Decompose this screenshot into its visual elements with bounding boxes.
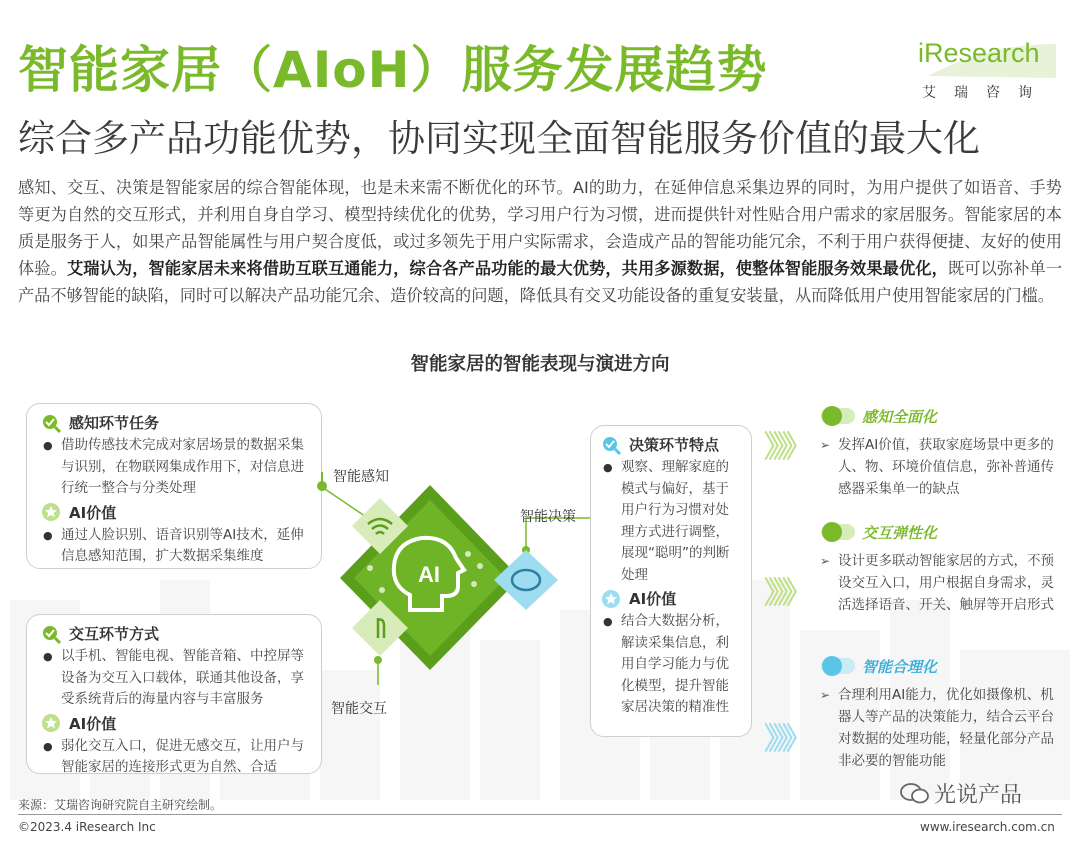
card-perception-head1-text: 感知环节任务: [69, 414, 160, 432]
footer-website[interactable]: www.iresearch.com.cn: [920, 820, 1055, 834]
magnifier-check-icon: [41, 624, 61, 644]
card-decision-text1: ● 观察、理解家庭的模式与偏好，基于用户行为习惯对处理方式进行调整，展现“聪明”的判断处理: [601, 457, 741, 586]
intro-bold: 艾瑞认为，智能家居未来将借助互联互通能力，综合各产品功能的最大优势，共用多源数据，使整体智能服务效果最优化，: [66, 259, 948, 278]
trend-3-title: 智能合理化: [862, 657, 938, 676]
card-perception-head2: [41, 502, 307, 523]
card-interaction-head1-text: 交互环节方式: [69, 625, 160, 643]
card-decision-head2: [601, 588, 741, 609]
brain-node: [494, 550, 558, 610]
intro-paragraph: [18, 174, 1062, 309]
source-note: 来源：艾瑞咨询研究院自主研究绘制。: [18, 798, 223, 812]
card-perception-text1: ● 借助传感技术完成对家居场景的数据采集与识别，在物联网集成作用下，对信息进行统一整合与分类处理: [41, 435, 307, 500]
card-interaction-text1: ● 以手机、智能电视、智能音箱、中控屏等设备为交互入口载体，联通其他设备，享受系统背后的海量内容与丰富服务: [41, 646, 307, 711]
page-title: 智能家居（AIoH）服务发展趋势: [18, 41, 768, 99]
intro-part2: 既可以弥补单一产品不够智能的缺陷，同时可以解决产品功能冗余、造价较高的问题，降低具有交叉功能设备的重复安装量，从而降低用户使用智能家居的门槛。: [18, 259, 1063, 305]
trend-1-title: 感知全面化: [862, 407, 938, 426]
watermark-text: 光说产品: [934, 783, 1023, 808]
footer-copyright: ©2023.4 iResearch Inc: [18, 820, 156, 834]
toggle-icon: [820, 404, 856, 428]
label-interaction: 智能交互: [331, 701, 387, 717]
trend-2-title: 交互弹性化: [862, 523, 938, 542]
trend-3-text: ➢ 合理利用AI能力，优化如摄像机、机器人等产品的决策能力，结合云平台对数据的处理功能，轻量化部分产品非必要的智能功能: [820, 684, 1060, 772]
magnifier-check-icon: [601, 435, 621, 455]
card-perception-head1: [41, 412, 307, 433]
star-badge-icon: [41, 502, 61, 522]
trend-3-head: [820, 654, 1060, 678]
trend-3: [820, 654, 1060, 772]
footer-divider: [18, 814, 1062, 815]
logo-brand: iResearch: [918, 38, 1040, 68]
card-decision: [590, 425, 752, 737]
card-decision-head2-text: AI价值: [629, 590, 677, 608]
star-badge-icon: [601, 589, 621, 609]
arrow-to-trend-1: 》》》: [764, 430, 806, 465]
card-interaction-head2: [41, 713, 307, 734]
ai-center-label: AI: [418, 562, 440, 587]
trend-1: [820, 404, 1060, 500]
toggle-icon: [820, 520, 856, 544]
logo-cn: 艾瑞咨询: [922, 85, 1050, 101]
label-decision: 智能决策: [520, 509, 576, 525]
iresearch-logo: [918, 38, 1058, 102]
connector-interaction-dot: [374, 656, 382, 664]
intro-part1: 感知、交互、决策是智能家居的综合智能体现，也是未来需不断优化的环节。AI的助力，在延伸信息采集边界的同时，为用户提供了如语音、手势等更为自然的交互形式，并利用自身自学习、模型持续优化的优势，学习用户行为习惯，进而提供针对性贴合用户需求的家居服务。智能家居的本质是服务于人，如果产品智能属性与用户契合度低，或过多领先于用户实际需求，会造成产品的智能功能冗余，不利于用户获得便捷、友好的使用体验。: [18, 178, 1062, 278]
trend-1-head: [820, 404, 1060, 428]
label-perception: 智能感知: [333, 469, 389, 485]
diagram-title: 智能家居的智能表现与演进方向: [410, 354, 670, 375]
card-decision-text2: ● 结合大数据分析，解读采集信息，利用自学习能力与优化模型，提升智能家居决策的精准性: [601, 611, 741, 719]
trend-2-text: ➢ 设计更多联动智能家居的方式，不预设交互入口，用户根据自身需求，灵活选择语音、开关、触屏等开启形式: [820, 550, 1060, 616]
card-perception-text2: ● 通过人脸识别、语音识别等AI技术，延伸信息感知范围，扩大数据采集维度: [41, 525, 307, 568]
card-interaction-head1: [41, 623, 307, 644]
card-interaction-text2: ● 弱化交互入口，促进无感交互，让用户与智能家居的连接形式更为自然、合适: [41, 736, 307, 779]
star-badge-icon: [41, 713, 61, 733]
page-subtitle: 综合多产品功能优势，协同实现全面智能服务价值的最大化: [18, 117, 980, 160]
card-interaction-head2-text: AI价值: [69, 714, 117, 733]
trend-2-head: [820, 520, 1060, 544]
card-interaction: [26, 614, 322, 774]
card-perception-head2-text: AI价值: [69, 503, 117, 522]
trend-1-text: ➢ 发挥AI价值，获取家庭场景中更多的人、物、环境价值信息，弥补普通传感器采集单一的缺点: [820, 434, 1060, 500]
wechat-icon: [900, 782, 930, 806]
card-decision-head1: [601, 434, 741, 455]
arrow-to-trend-2: 》》》: [764, 576, 806, 611]
perception-node-dot: [316, 480, 328, 492]
card-perception: [26, 403, 322, 569]
magnifier-check-icon: [41, 413, 61, 433]
wechat-watermark: [900, 778, 1022, 809]
card-decision-head1-text: 决策环节特点: [629, 436, 720, 454]
toggle-icon: [820, 654, 856, 678]
ai-hub-diagram: [318, 470, 598, 700]
arrow-to-trend-3: 》》》: [764, 722, 806, 757]
trend-2: [820, 520, 1060, 616]
